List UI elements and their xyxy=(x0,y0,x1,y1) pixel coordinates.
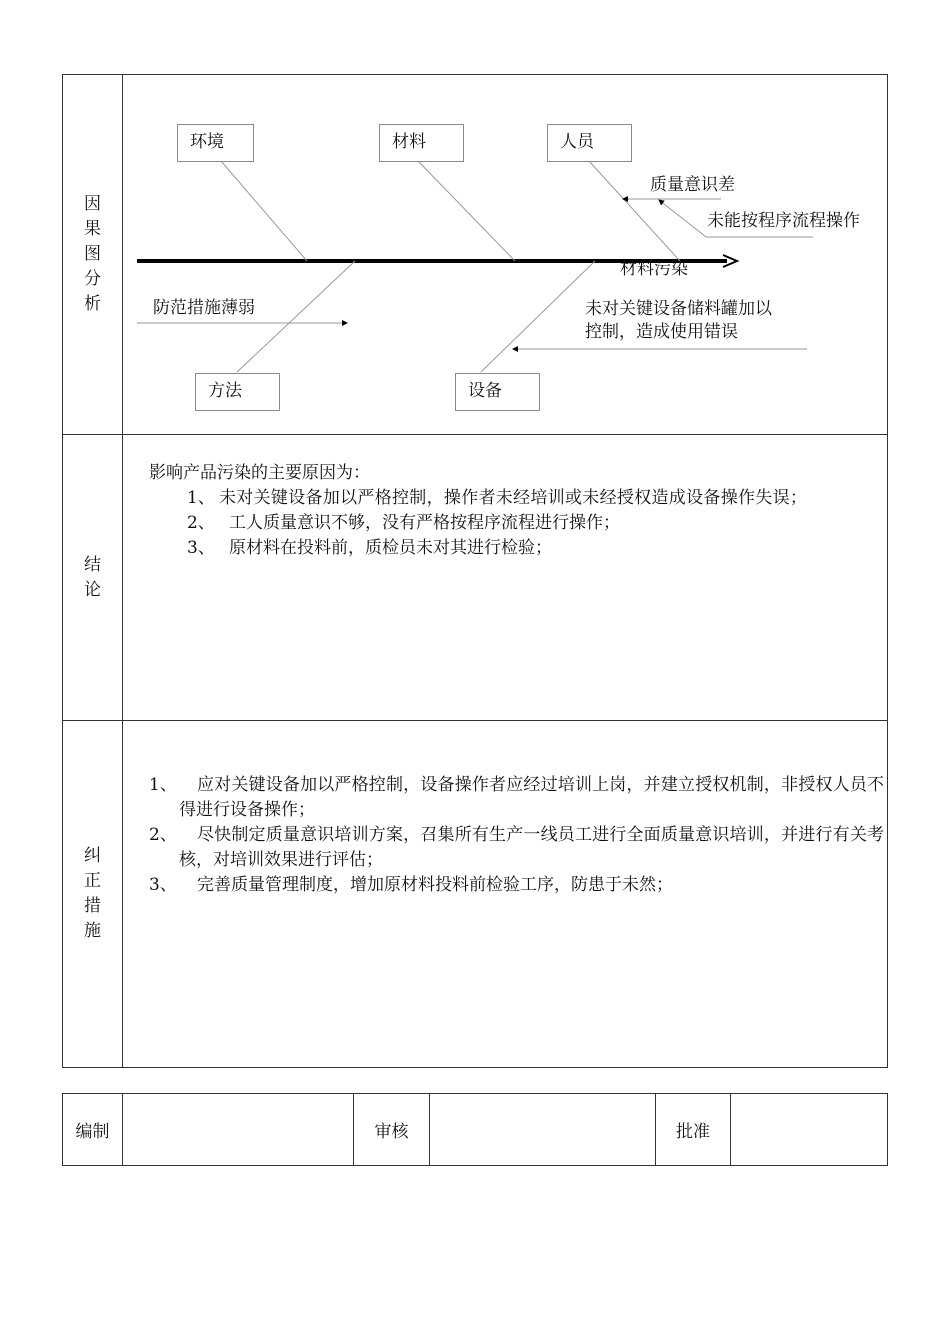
prepared-value-cell[interactable] xyxy=(123,1094,354,1165)
cause-weak-prevention: 防范措施薄弱 xyxy=(153,298,255,318)
effect-label: 材料污染 xyxy=(620,259,688,279)
approved-label-cell xyxy=(656,1094,731,1165)
prepared-label-cell xyxy=(63,1094,123,1165)
approved-label: 批准 xyxy=(676,1122,710,1142)
category-method-label: 方法 xyxy=(208,381,242,401)
category-personnel-box xyxy=(547,124,632,162)
conclusion-row xyxy=(63,435,887,721)
prepared-label: 编制 xyxy=(75,1122,110,1142)
conclusion-label: 结 论 xyxy=(84,554,101,600)
category-environment-box xyxy=(177,124,254,162)
category-material-box xyxy=(379,124,464,162)
corrective-row xyxy=(63,721,887,1067)
cause-analysis-row xyxy=(63,75,887,435)
category-environment-label: 环境 xyxy=(190,132,224,152)
conclusion-list xyxy=(187,486,882,561)
material-branch xyxy=(418,161,515,261)
cause-equipment-control-line2: 控制，造成使用错误 xyxy=(585,322,738,342)
cause-equipment-control-line1: 未对关键设备储料罐加以 xyxy=(585,299,772,319)
conclusion-item: 2、 工人质量意识不够，没有严格按程序流程进行操作； xyxy=(187,513,620,533)
corrective-content xyxy=(123,721,887,1067)
equipment-branch xyxy=(481,261,595,372)
category-method-box xyxy=(195,373,280,411)
corrective-header xyxy=(63,721,123,1067)
procedure-arrow-diag xyxy=(659,200,706,237)
category-material-label: 材料 xyxy=(392,132,426,152)
category-equipment-label: 设备 xyxy=(468,381,502,401)
reviewed-label-cell xyxy=(354,1094,430,1165)
signoff-table xyxy=(62,1093,888,1166)
corrective-item: 1、 应对关键设备加以严格控制，设备操作者应经过培训上岗，并建立授权机制，非授权人员不得进行设备操作； xyxy=(149,775,884,820)
conclusion-header xyxy=(63,435,123,720)
cause-analysis-header xyxy=(63,75,123,434)
analysis-table xyxy=(62,74,888,1068)
category-personnel-label: 人员 xyxy=(560,132,594,152)
cause-quality-awareness: 质量意识差 xyxy=(650,175,735,195)
cause-not-following-procedure: 未能按程序流程操作 xyxy=(707,211,860,231)
cause-analysis-label: 因 果 图 分 析 xyxy=(84,194,101,314)
approved-value-cell[interactable] xyxy=(731,1094,887,1165)
reviewed-label: 审核 xyxy=(374,1122,409,1142)
conclusion-item: 1、 未对关键设备加以严格控制，操作者未经培训或未经授权造成设备操作失误； xyxy=(187,488,808,508)
conclusion-content xyxy=(123,435,887,720)
category-equipment-box xyxy=(455,373,540,411)
environment-branch xyxy=(221,161,307,261)
fishbone-diagram xyxy=(123,75,887,434)
reviewed-value-cell[interactable] xyxy=(430,1094,656,1165)
corrective-item: 3、 完善质量管理制度，增加原材料投料前检验工序，防患于未然； xyxy=(149,875,673,895)
corrective-label: 纠 正 措 施 xyxy=(84,846,101,941)
conclusion-intro: 影响产品污染的主要原因为： xyxy=(149,463,370,483)
corrective-list xyxy=(149,773,884,898)
conclusion-item: 3、 原材料在投料前，质检员未对其进行检验； xyxy=(187,538,552,558)
corrective-item: 2、 尽快制定质量意识培训方案，召集所有生产一线员工进行全面质量意识培训，并进行有关考核，对培训效果进行评估； xyxy=(149,825,884,870)
